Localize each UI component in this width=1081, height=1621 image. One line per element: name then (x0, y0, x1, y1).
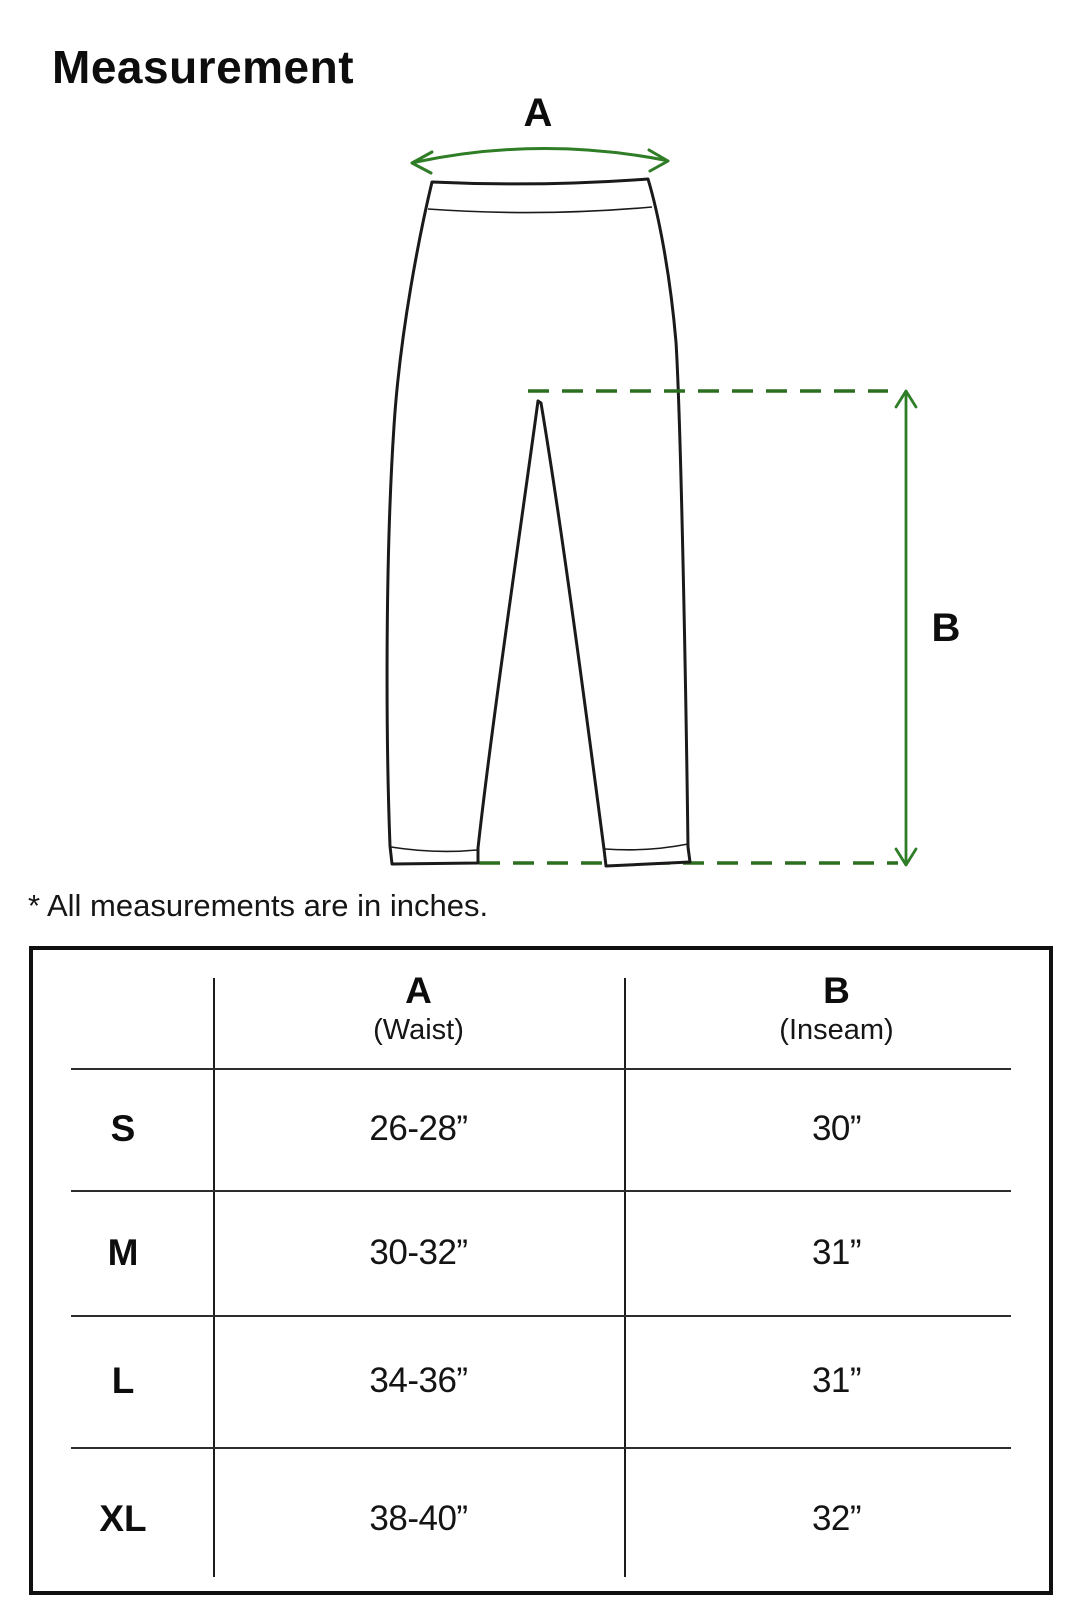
size-label: XL (99, 1498, 147, 1539)
inseam-value: 30” (811, 1109, 862, 1148)
header-a-letter: A (405, 970, 432, 1012)
table-row (33, 1447, 1049, 1591)
header-b-name: (Inseam) (779, 1013, 894, 1046)
size-label: S (110, 1108, 136, 1149)
pants-outline (387, 179, 690, 866)
table-row (33, 1068, 1049, 1190)
diagram-label-b: B (931, 606, 961, 650)
header-a-name: (Waist) (373, 1013, 464, 1046)
inseam-value: 31” (811, 1361, 862, 1400)
header-a-cell (213, 950, 624, 1068)
measurement-note: * All measurements are in inches. (28, 888, 489, 923)
table-header-row (33, 950, 1049, 1068)
waist-value: 30-32” (369, 1232, 468, 1272)
waist-arrowhead-right-icon (649, 150, 668, 171)
table-row (33, 1315, 1049, 1447)
waist-value: 34-36” (369, 1361, 468, 1400)
waist-arrowhead-left-icon (412, 152, 432, 173)
waist-arrow (416, 148, 664, 162)
inseam-value: 31” (811, 1232, 862, 1272)
header-size-cell (33, 950, 213, 1068)
waist-value: 38-40” (369, 1499, 468, 1538)
header-b-cell (624, 950, 1049, 1068)
size-label: M (107, 1231, 139, 1273)
size-table (29, 946, 1053, 1595)
diagram-label-a: A (523, 91, 553, 135)
inseam-value: 32” (811, 1499, 862, 1538)
page-title: Measurement (52, 41, 355, 93)
size-label: L (111, 1360, 135, 1401)
header-b-letter: B (823, 970, 850, 1012)
table-row (33, 1190, 1049, 1315)
waist-value: 26-28” (369, 1109, 468, 1148)
